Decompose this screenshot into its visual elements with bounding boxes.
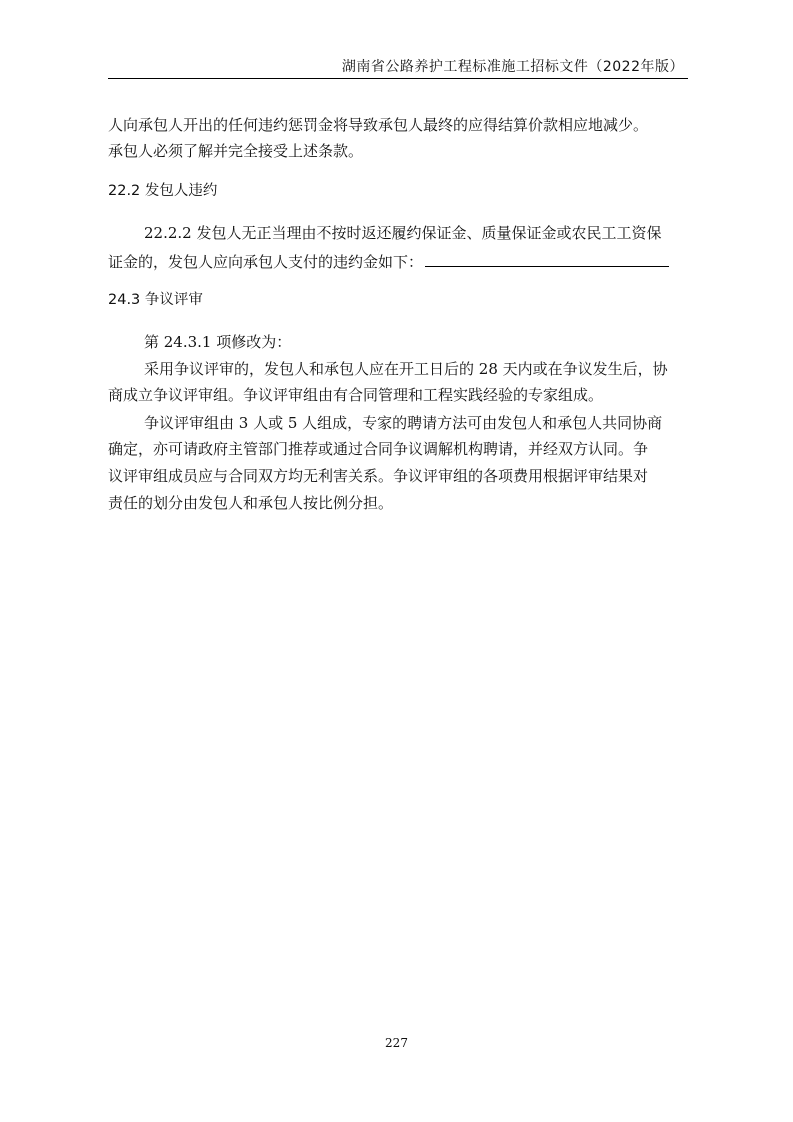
body-line: 确定，亦可请政府主管部门推荐或通过合同争议调解机构聘请，并经双方认同。争: [108, 440, 649, 458]
body-line: 承包人必须了解并完全接受上述条款。: [108, 142, 364, 160]
body-line: 22.2.2 发包人无正当理由不按时返还履约保证金、质量保证金或农民工工资保: [144, 224, 662, 242]
body-line: 人向承包人开出的任何违约惩罚金将导致承包人最终的应得结算价款相应地减少。: [108, 116, 649, 134]
body-line: 争议评审组由 3 人或 5 人组成，专家的聘请方法可由发包人和承包人共同协商: [144, 414, 663, 432]
body-line-with-blank: [108, 250, 669, 272]
body-line: 责任的划分由发包人和承包人按比例分担。: [108, 494, 394, 512]
body-line-text: 证金的，发包人应向承包人支付的违约金如下：: [108, 253, 424, 271]
section-heading-22-2: 22.2 发包人违约: [108, 183, 218, 199]
body-line: 第 24.3.1 项修改为：: [144, 333, 292, 351]
body-line: 采用争议评审的，发包人和承包人应在开工日后的 28 天内或在争议发生后，协: [144, 360, 668, 378]
fill-in-blank: [425, 250, 669, 267]
section-heading-24-3: 24.3 争议评审: [108, 292, 203, 308]
body-line: 议评审组成员应与合同双方均无利害关系。争议评审组的各项费用根据评审结果对: [108, 467, 649, 485]
page-header: [108, 56, 688, 79]
page-number: 227: [385, 1036, 408, 1050]
body-line: 商成立争议评审组。争议评审组由有合同管理和工程实践经验的专家组成。: [108, 386, 604, 404]
header-title: 湖南省公路养护工程标准施工招标文件（2022年版）: [341, 59, 684, 75]
